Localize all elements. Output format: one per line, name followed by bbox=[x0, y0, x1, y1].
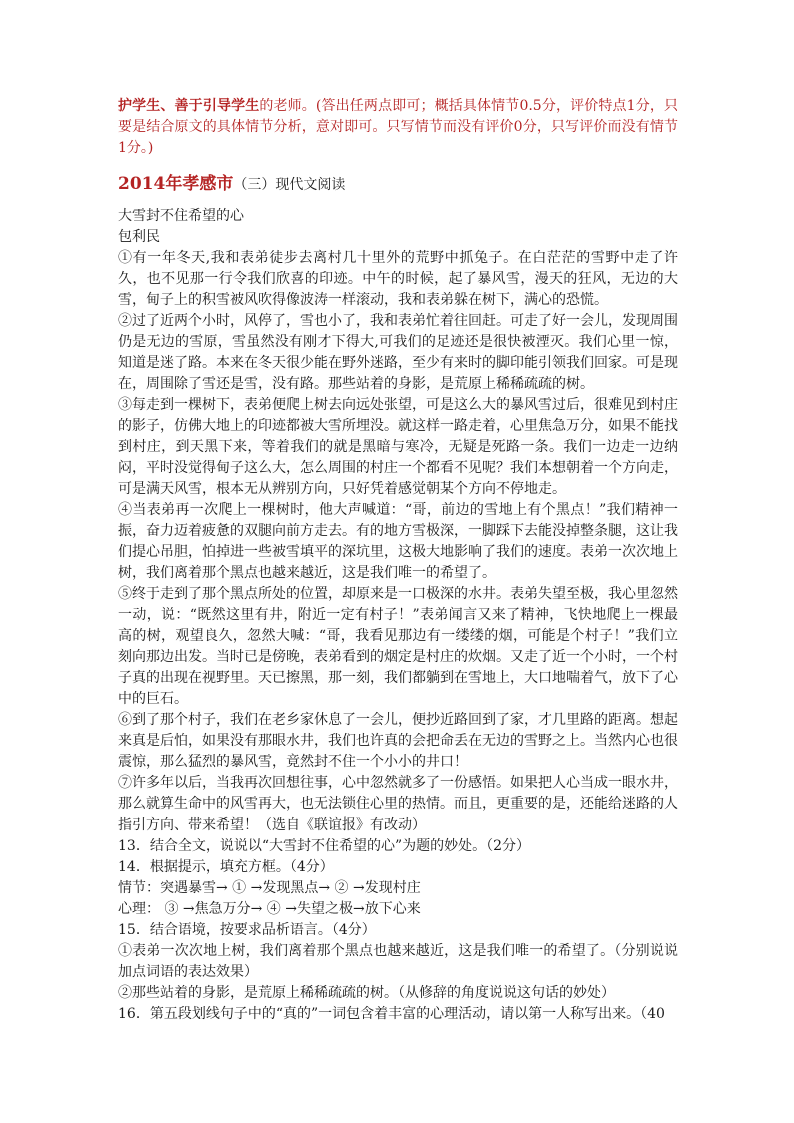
article-author: 包利民 bbox=[118, 229, 160, 245]
question-15-1: ①表弟一次次地上树，我们离着那个黑点也越来越近，这是我们唯一的希望了。（分别说说加点词语的表达效果） bbox=[118, 943, 678, 980]
question-15: 15．结合语境，按要求品析语言。（4分） bbox=[118, 922, 376, 938]
section-heading bbox=[118, 171, 678, 198]
question-14: 14．根据提示，填充方框。（4分） bbox=[118, 859, 334, 875]
section-heading-main: 2014年孝感市 bbox=[118, 174, 234, 194]
article-paragraph-4: ④当表弟再一次爬上一棵树时，他大声喊道：“哥，前边的雪地上有个黑点！”我们精神一振，奋力迈着疲惫的双腿向前方走去。有的地方雪极深，一脚踩下去能没掉整条腿，这让我们提心吊胆，怕掉进一些被雪填平的深坑里，这极大地影响了我们的速度。表弟一次次地上树，我们离着那个黑点也越来越近，这是我们唯一的希望了。 bbox=[118, 502, 678, 581]
article-paragraph-5: ⑤终于走到了那个黑点所处的位置，却原来是一口极深的水井。表弟失望至极，我心里忽然一动，说：“既然这里有井，附近一定有村子！”表弟闻言又来了精神，飞快地爬上一棵最高的树，观望良久，忽然大喊：“哥，我看见那边有一缕缕的烟，可能是个村子！”我们立刻向那边出发。当时已是傍晚，表弟看到的烟定是村庄的炊烟。又走了近一个小时，一个村子真的出现在视野里。天已擦黑，那一刻，我们都躺到在雪地上，大口地喘着气，放下了心中的巨石。 bbox=[118, 586, 678, 707]
article-paragraph-6: ⑥到了那个村子，我们在老乡家休息了一会儿，便抄近路回到了家，才几里路的距离。想起来真是后怕，如果没有那眼水井，我们也许真的会把命丢在无边的雪野之上。当然内心也很震惊，那么猛烈的暴风雪，竟然封不住一个小小的井口！ bbox=[118, 712, 678, 770]
document-page bbox=[118, 96, 678, 1025]
article-title: 大雪封不住希望的心 bbox=[118, 208, 244, 224]
article-paragraph-2: ②过了近两个小时，风停了，雪也小了，我和表弟忙着往回赶。可走了好一会儿，发现周围仍是无边的雪原，雪虽然没有刚才下得大,可我们的足迹还是很快被湮灭。我们心里一惊，知道是迷了路。本来在冬天很少能在野外迷路，至少有来时的脚印能引领我们回家。可是现在，周围除了雪还是雪，没有路。那些站着的身影，是荒原上稀稀疏疏的树。 bbox=[118, 313, 678, 392]
answer-note-text: 的老师。(答出任两点即可；概括具体情节0.5分，评价特点1分，只要是结合原文的具体情节分析，意对即可。只写情节而没有评价0分，只写评价而没有情节1分。) bbox=[118, 98, 678, 156]
article-paragraph-3: ③每走到一棵树下，表弟便爬上树去向远处张望，可是这么大的暴风雪过后，很难见到村庄的影子，仿佛大地上的印迹都被大雪所埋没。就这样一路走着，心里焦急万分，如果不能找到村庄，到天黑下来，等着我们的就是黑暗与寒冷，无疑是死路一条。我们一边走一边纳闷，平时没觉得甸子这么大，怎么周围的村庄一个都看不见呢？我们本想朝着一个方向走，可是满天风雪，根本无从辨别方向，只好凭着感觉朝某个方向不停地走。 bbox=[118, 397, 678, 497]
question-16: 16．第五段划线句子中的“真的”一词包含着丰富的心理活动，请以第一人称写出来。（40 bbox=[118, 1006, 665, 1022]
section-heading-sub: （三）现代文阅读 bbox=[233, 177, 346, 193]
question-14-plot: 情节：突遇暴雪→ ① →发现黑点→ ② →发现村庄 bbox=[118, 880, 421, 896]
article-paragraph-1: ①有一年冬天,我和表弟徒步去离村几十里外的荒野中抓兔子。在白茫茫的雪野中走了许久，也不见那一行令我们欣喜的印迹。中午的时候，起了暴风雪，漫天的狂风，无边的大雪，甸子上的积雪被风吹得像波涛一样滚动，我和表弟躲在树下，满心的恐慌。 bbox=[118, 250, 678, 308]
question-14-mind: 心理： ③ →焦急万分→ ④ →失望之极→放下心来 bbox=[118, 901, 421, 917]
question-13: 13．结合全文，说说以“大雪封不住希望的心”为题的妙处。（2分） bbox=[118, 838, 531, 854]
question-15-2: ②那些站着的身影，是荒原上稀稀疏疏的树。（从修辞的角度说说这句话的妙处） bbox=[118, 985, 615, 1001]
answer-note bbox=[118, 96, 678, 159]
article-paragraph-7: ⑦许多年以后，当我再次回想往事，心中忽然就多了一份感悟。如果把人心当成一眼水井，那么就算生命中的风雪再大，也无法锁住心里的热情。而且，更重要的是，还能给迷路的人指引方向、带来希望！（选自《联谊报》有改动） bbox=[118, 775, 678, 833]
answer-note-bold: 护学生、善于引导学生 bbox=[118, 98, 260, 114]
